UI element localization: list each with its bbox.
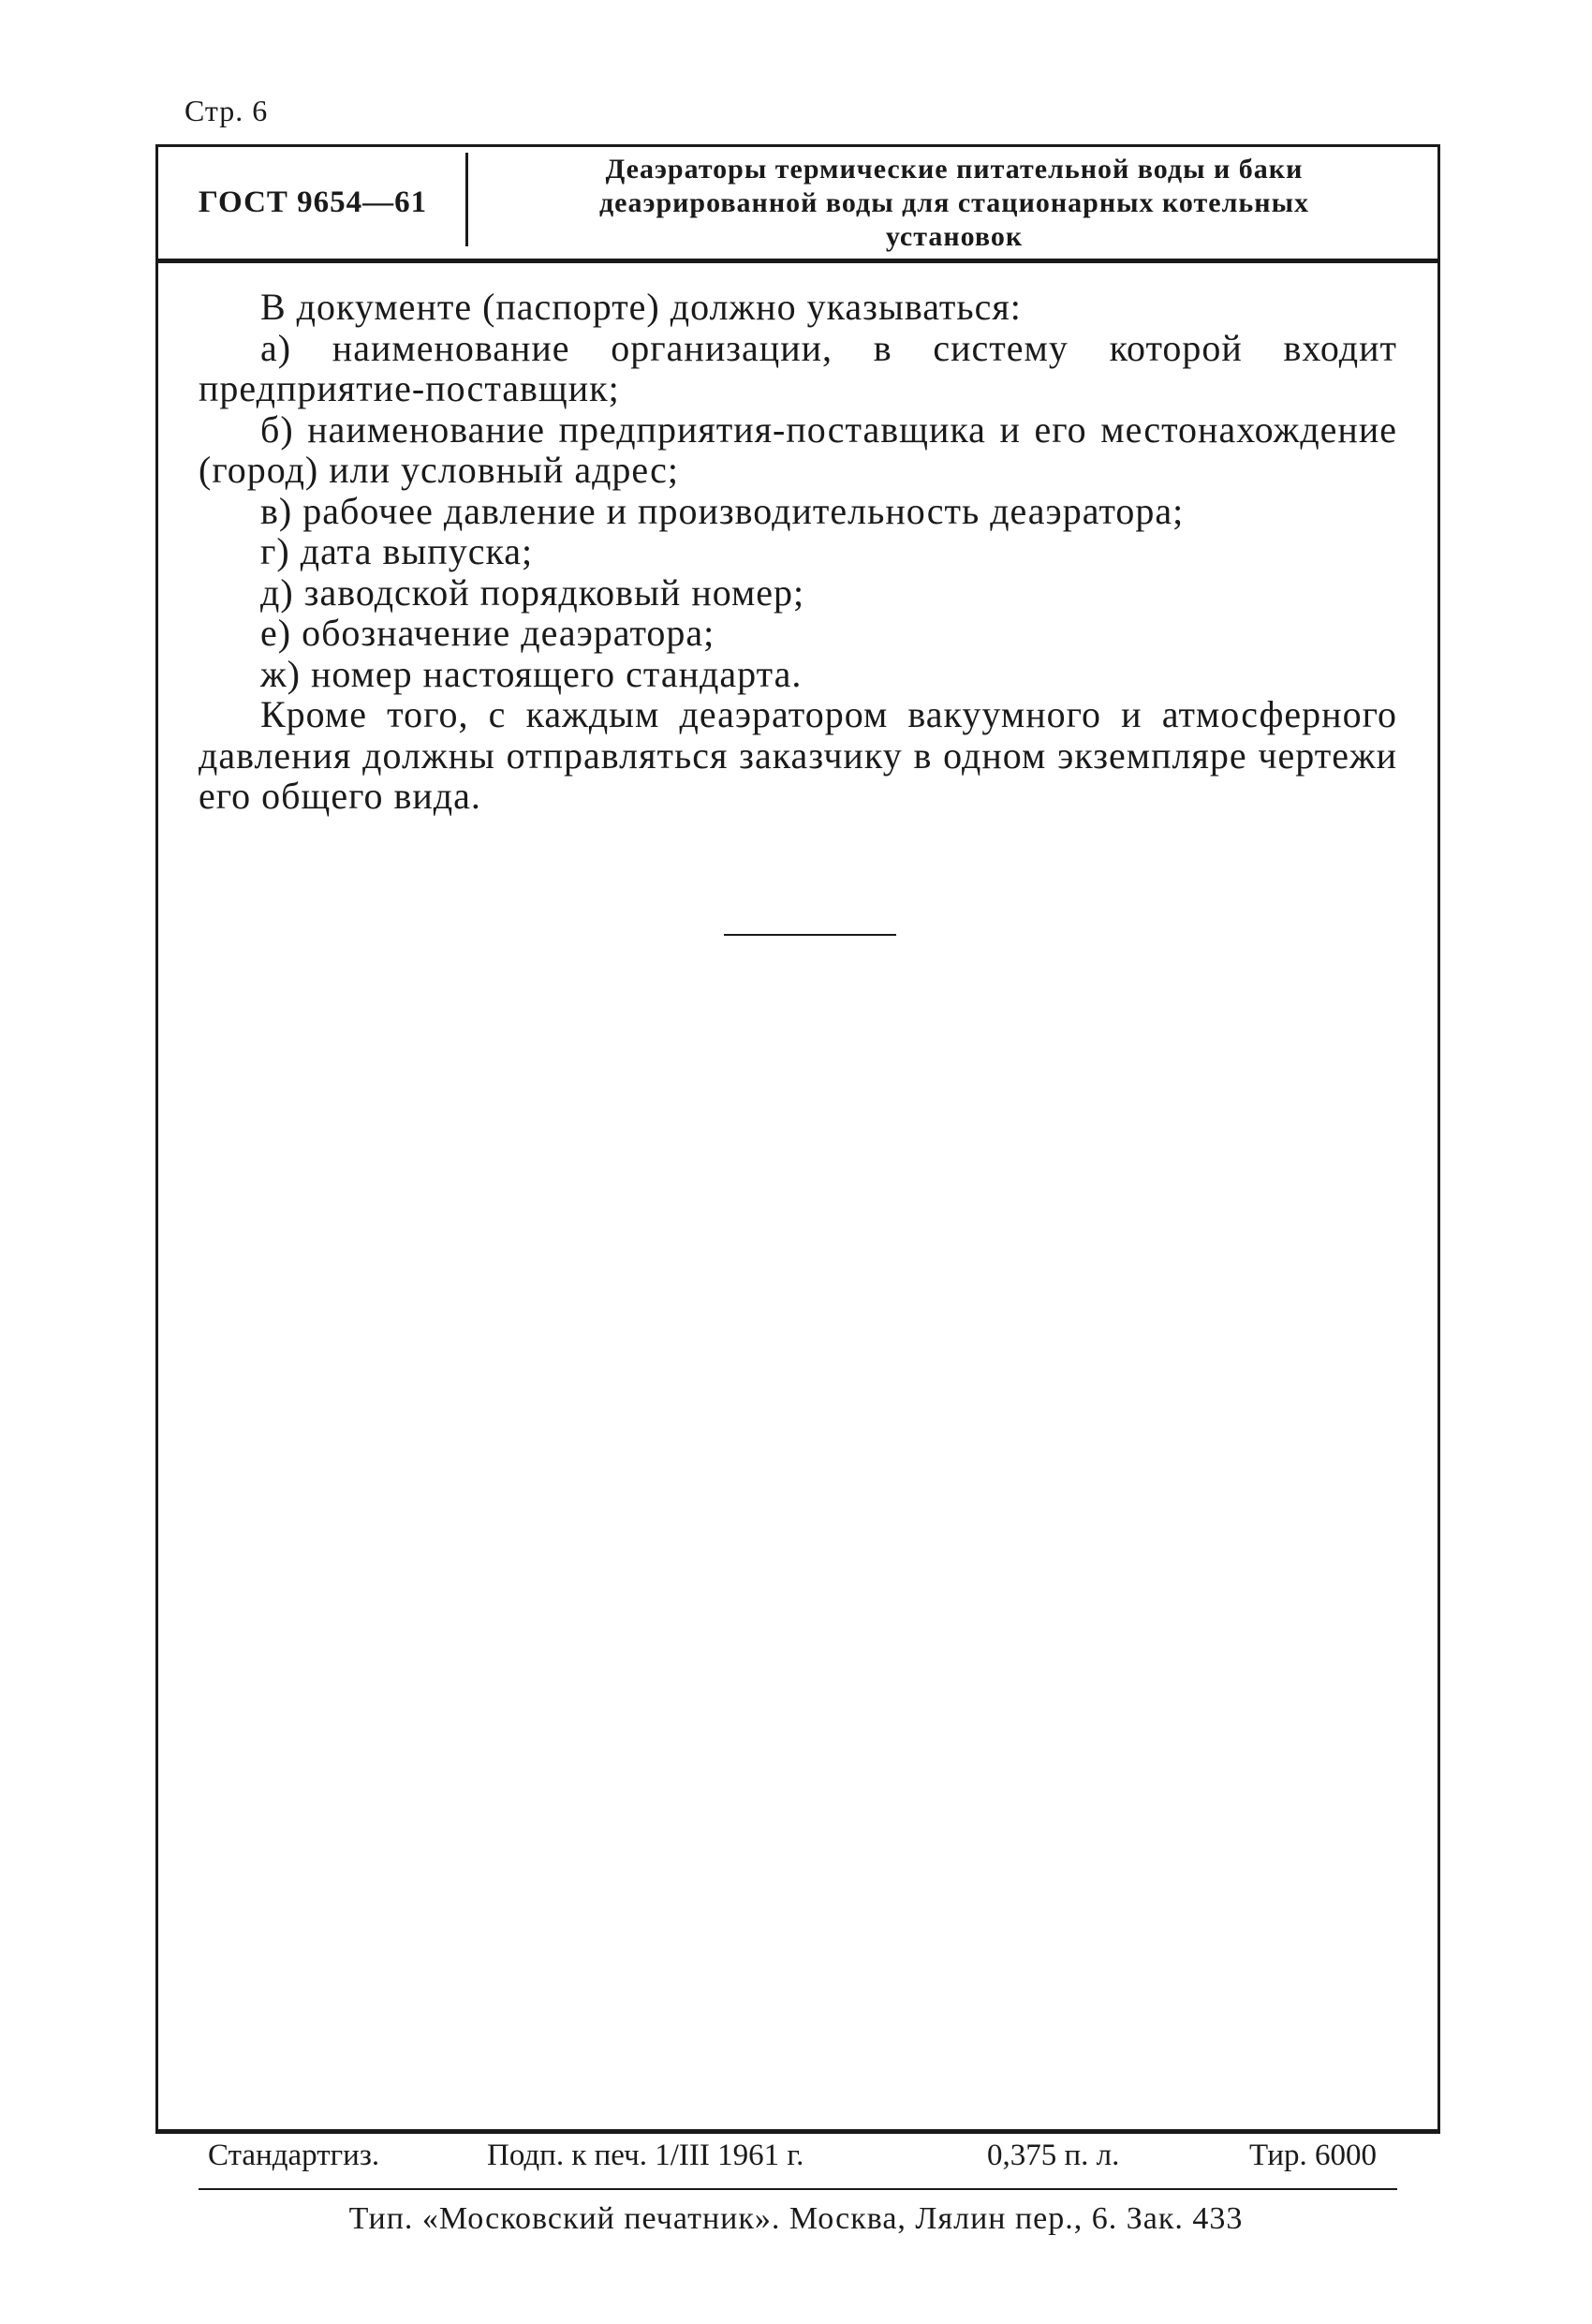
header-divider <box>465 153 468 246</box>
list-item-a: а) наименование организации, в систему которой входит предприятие-поставщик; <box>199 326 1397 409</box>
imprint-print-run: Тир. 6000 <box>1249 2139 1377 2172</box>
document-body <box>199 287 1397 817</box>
body-paragraph: В документе (паспорте) должно указываться: <box>260 286 1022 328</box>
page-number: Стр. 6 <box>184 94 269 127</box>
list-item-d: д) заводской порядковый номер; <box>260 570 805 614</box>
standard-title <box>481 153 1427 254</box>
imprint-signed: Подп. к печ. 1/III 1961 г. <box>487 2139 804 2172</box>
list-item-e: е) обозначение деаэратора; <box>260 612 715 654</box>
list-item-v: в) рабочее давление и производительность деаэратора; <box>260 489 1185 532</box>
imprint-line <box>199 2139 1397 2185</box>
standard-header <box>158 147 1437 263</box>
gost-code: ГОСТ 9654—61 <box>198 185 428 219</box>
imprint-volume: 0,375 п. л. <box>987 2139 1120 2172</box>
imprint-rule <box>199 2188 1397 2190</box>
standard-title-line: деаэрированной воды для стационарных котельных <box>598 187 1309 218</box>
list-item-g: г) дата выпуска; <box>260 530 534 572</box>
list-item-zh: ж) номер настоящего стандарта. <box>260 652 803 695</box>
list-item-b: б) наименование предприятия-поставщика и его местонахождение (город) или условный адрес; <box>199 407 1397 491</box>
standard-title-line: Деаэраторы термические питательной воды и баки <box>605 154 1304 185</box>
end-of-text-rule <box>724 934 896 936</box>
standard-title-line: установок <box>885 221 1024 252</box>
imprint-publisher: Стандартгиз. <box>208 2139 380 2172</box>
printer-line: Тип. «Московский печатник». Москва, Лялин пер., 6. Зак. 433 <box>348 2201 1244 2236</box>
body-paragraph: Кроме того, с каждым деаэратором вакуумного и атмосферного давления должны отправляться заказчику в одном экземпляре чертежи его общего вида. <box>199 693 1397 817</box>
